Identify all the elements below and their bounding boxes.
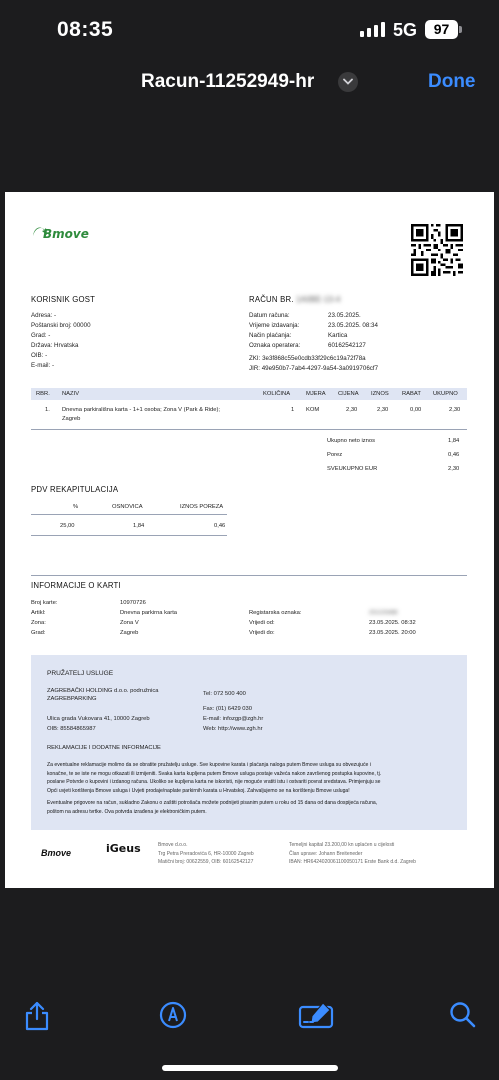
markup-icon[interactable] bbox=[159, 1001, 187, 1029]
share-icon[interactable] bbox=[24, 1001, 50, 1031]
provider-oib: OIB: 85584865987 bbox=[47, 726, 96, 732]
card-article-value: Dnevna parkirna karta bbox=[120, 610, 178, 616]
total-sum-value: 2,30 bbox=[448, 466, 460, 472]
footer-capital-info bbox=[289, 841, 416, 867]
pdv-percent: 25,00 bbox=[60, 523, 75, 529]
complaints-title: REKLAMACIJE I DODATNE INFORMACIJE bbox=[47, 745, 161, 751]
total-net-value: 1,84 bbox=[448, 438, 460, 444]
document-title[interactable]: Racun-11252949-hr bbox=[141, 71, 315, 92]
invoice-payment-label: Način plaćanja: bbox=[249, 332, 292, 339]
pdv-iznos: 0,46 bbox=[214, 523, 226, 529]
invoice-operator-label: Oznaka operatera: bbox=[249, 342, 301, 349]
customer-title: KORISNIK GOST bbox=[31, 295, 96, 304]
total-tax-label: Porez bbox=[327, 452, 343, 458]
footer-line: IBAN: HR6424020061100050171 Erste Bank d.d. Zagreb bbox=[289, 859, 416, 865]
invoice-date-value: 23.05.2025. bbox=[328, 312, 361, 319]
row-cijena: 2,30 bbox=[346, 407, 358, 413]
invoice-time-label: Vrijeme izdavanja: bbox=[249, 322, 300, 329]
complaints-line: Opći uvjeti korištenja Bmove usluga i Uvjeti prodaje/naplate parkirnih karata u Hrvatskoj. Zahvaljujemo se na korištenju Bmove usluga! bbox=[47, 787, 350, 794]
complaints-line: poslane Potvrde o kupovini i izdanog računa. Ukoliko se kupljena karta ne iskoristi, nije moguće vratiti istu i ostvariti povrat sredstava. Primjenjuju se bbox=[47, 779, 381, 785]
provider-fax: Fax: (01) 6429 030 bbox=[203, 706, 252, 712]
card-city-label: Grad: bbox=[31, 630, 46, 636]
pdv-row-divider bbox=[31, 535, 227, 536]
invoice-title bbox=[249, 295, 341, 304]
complaints-line: konačne, te se iste ne mogu otkazati ili izmijeniti. Svaka karta kupljena putem Bmove usluga postaje važeća nakon završenog postupka kupovine, tj. bbox=[47, 770, 382, 777]
customer-address: Adresa: - bbox=[31, 312, 57, 319]
table-divider bbox=[31, 429, 467, 430]
total-tax-value: 0,46 bbox=[448, 452, 460, 458]
plate-label: Registarska oznaka: bbox=[249, 610, 302, 616]
invoice-payment-value: Kartica bbox=[328, 332, 348, 339]
pdv-title: PDV REKAPITULACIJA bbox=[31, 485, 119, 494]
network-type: 5G bbox=[393, 20, 418, 40]
customer-city: Grad: - bbox=[31, 332, 51, 339]
row-kolicina: 1 bbox=[291, 407, 295, 413]
total-sum-label: SVEUKUPNO EUR bbox=[327, 466, 378, 472]
status-bar bbox=[0, 0, 499, 60]
valid-from-label: Vrijedi od: bbox=[249, 620, 275, 626]
th-ukupno: UKUPNO bbox=[433, 391, 458, 397]
battery-icon: 97 bbox=[425, 20, 458, 39]
provider-tel: Tel: 072 500 400 bbox=[203, 691, 246, 697]
footer-bmove-logo: Bmove bbox=[41, 848, 72, 858]
qr-code-icon bbox=[411, 224, 463, 276]
signature-icon[interactable] bbox=[298, 1001, 336, 1029]
card-info-divider bbox=[31, 575, 467, 576]
chevron-down-icon bbox=[343, 78, 353, 86]
invoice-zki: ZKI: 3e3f868c55e0cdb33f29c6c19a72f78a bbox=[249, 355, 366, 362]
provider-name-2: ZAGREBPARKING bbox=[47, 696, 97, 702]
footer-line: Temeljni kapital 23.200,00 kn uplaćen u cijelosti bbox=[289, 842, 395, 848]
customer-oib: OIB: - bbox=[31, 352, 48, 359]
th-rabat: RABAT bbox=[402, 391, 421, 397]
objections-paragraph bbox=[47, 799, 377, 816]
card-number-label: Broj karte: bbox=[31, 600, 58, 606]
th-kolicina: KOLIČINA bbox=[263, 391, 291, 397]
invoice-date-label: Datum računa: bbox=[249, 312, 290, 319]
pdv-osnovica: 1,84 bbox=[133, 523, 145, 529]
brand-logo-text: Bmove bbox=[43, 227, 89, 241]
cellular-signal-icon bbox=[360, 22, 385, 37]
valid-from-value: 23.05.2025. 08:32 bbox=[369, 620, 416, 626]
footer-line: Trg Petra Preradovića 6, HR-10000 Zagreb bbox=[158, 850, 254, 857]
footer-line: Matični broj: 00622559, OIB: 60162542127 bbox=[158, 859, 254, 865]
th-mjera: MJERA bbox=[306, 391, 326, 397]
invoice-operator-value: 60162542127 bbox=[328, 342, 366, 349]
document-page[interactable] bbox=[5, 192, 494, 888]
card-info-title: INFORMACIJE O KARTI bbox=[31, 581, 121, 590]
nav-bar bbox=[0, 60, 499, 105]
row-naziv-line2: Zagreb bbox=[62, 416, 81, 422]
pdv-header-divider bbox=[31, 514, 227, 515]
complaints-line: Za eventualne reklamacije molimo da se obratite pružatelju usluge. Sve kupovine karata i plaćanja naloga putem Bmove usluga su obvezujuće i bbox=[47, 762, 371, 768]
provider-email: E-mail: infozgp@zgh.hr bbox=[203, 716, 264, 722]
row-naziv-line1: Dnevna parkirališna karta - 1+1 osoba; Zona V (Park & Ride); bbox=[62, 407, 221, 413]
complaints-paragraph bbox=[47, 761, 381, 795]
customer-postal: Poštanski broj: 00000 bbox=[31, 322, 91, 329]
card-zone-value: Zona V bbox=[120, 620, 139, 626]
pdv-th-osnovica: OSNOVICA bbox=[112, 504, 143, 510]
invoice-title-label: RAČUN BR. bbox=[249, 295, 294, 304]
customer-email: E-mail: - bbox=[31, 362, 55, 369]
valid-to-value: 23.05.2025. 20:00 bbox=[369, 630, 416, 636]
status-time: 08:35 bbox=[57, 18, 114, 41]
th-iznos: IZNOS bbox=[371, 391, 389, 397]
th-cijena: CIJENA bbox=[338, 391, 359, 397]
invoice-number: 1A0BE-13-4 bbox=[296, 295, 341, 304]
valid-to-label: Vrijedi do: bbox=[249, 630, 275, 636]
battery-tip bbox=[459, 26, 462, 33]
pdv-th-iznos: IZNOS POREZA bbox=[180, 504, 224, 510]
pdv-th-percent: % bbox=[73, 504, 79, 510]
home-indicator[interactable] bbox=[162, 1065, 338, 1071]
search-icon[interactable] bbox=[449, 1001, 477, 1029]
row-rbr: 1. bbox=[45, 407, 50, 413]
footer-igeus-logo: iGeus bbox=[106, 842, 141, 855]
provider-name-1: ZAGREBAČKI HOLDING d.o.o. podružnica bbox=[47, 688, 159, 694]
done-button[interactable]: Done bbox=[428, 71, 476, 92]
invoice-time-value: 23.05.2025. 08:34 bbox=[328, 322, 378, 329]
card-zone-label: Zona: bbox=[31, 620, 46, 626]
card-city-value: Zagreb bbox=[120, 630, 139, 636]
footer-line: Bmove d.o.o. bbox=[158, 842, 188, 848]
row-mjera: KOM bbox=[306, 407, 320, 413]
footer-company-info bbox=[158, 841, 254, 867]
invoice-jir: JIR: 49e950b7-7ab4-4297-9a54-3a0919706cf7 bbox=[249, 365, 379, 372]
customer-country: Država: Hrvatska bbox=[31, 342, 79, 349]
card-article-label: Artikl: bbox=[31, 610, 46, 616]
row-iznos: 2,30 bbox=[377, 407, 389, 413]
th-naziv: NAZIV bbox=[62, 391, 80, 397]
provider-title: PRUŽATELJ USLUGE bbox=[47, 670, 114, 677]
title-menu-button[interactable] bbox=[338, 72, 358, 92]
row-ukupno: 2,30 bbox=[449, 407, 461, 413]
provider-web: Web: http://www.zgh.hr bbox=[203, 726, 263, 732]
objections-line: poštom na adresu tvrtke. Ova potvrda izrađena je elektroničkim putem. bbox=[47, 808, 207, 815]
total-net-label: Ukupno neto iznos bbox=[327, 438, 376, 444]
provider-address: Ulica grada Vukovara 41, 10000 Zagreb bbox=[47, 716, 150, 722]
card-number-value: 10970726 bbox=[120, 600, 146, 606]
objections-line: Eventualne prigovore na račun, sukladno Zakonu o zaštiti potrošača možete podnijeti pisanim putem u roku od 15 dana od dana dospijeća računa, bbox=[47, 800, 378, 806]
footer-line: Član uprave: Johann Breiteneder bbox=[289, 850, 363, 857]
plate-value: ZG1234AB bbox=[369, 610, 398, 616]
th-rbr: RBR. bbox=[36, 391, 50, 397]
row-rabat: 0,00 bbox=[410, 407, 422, 413]
